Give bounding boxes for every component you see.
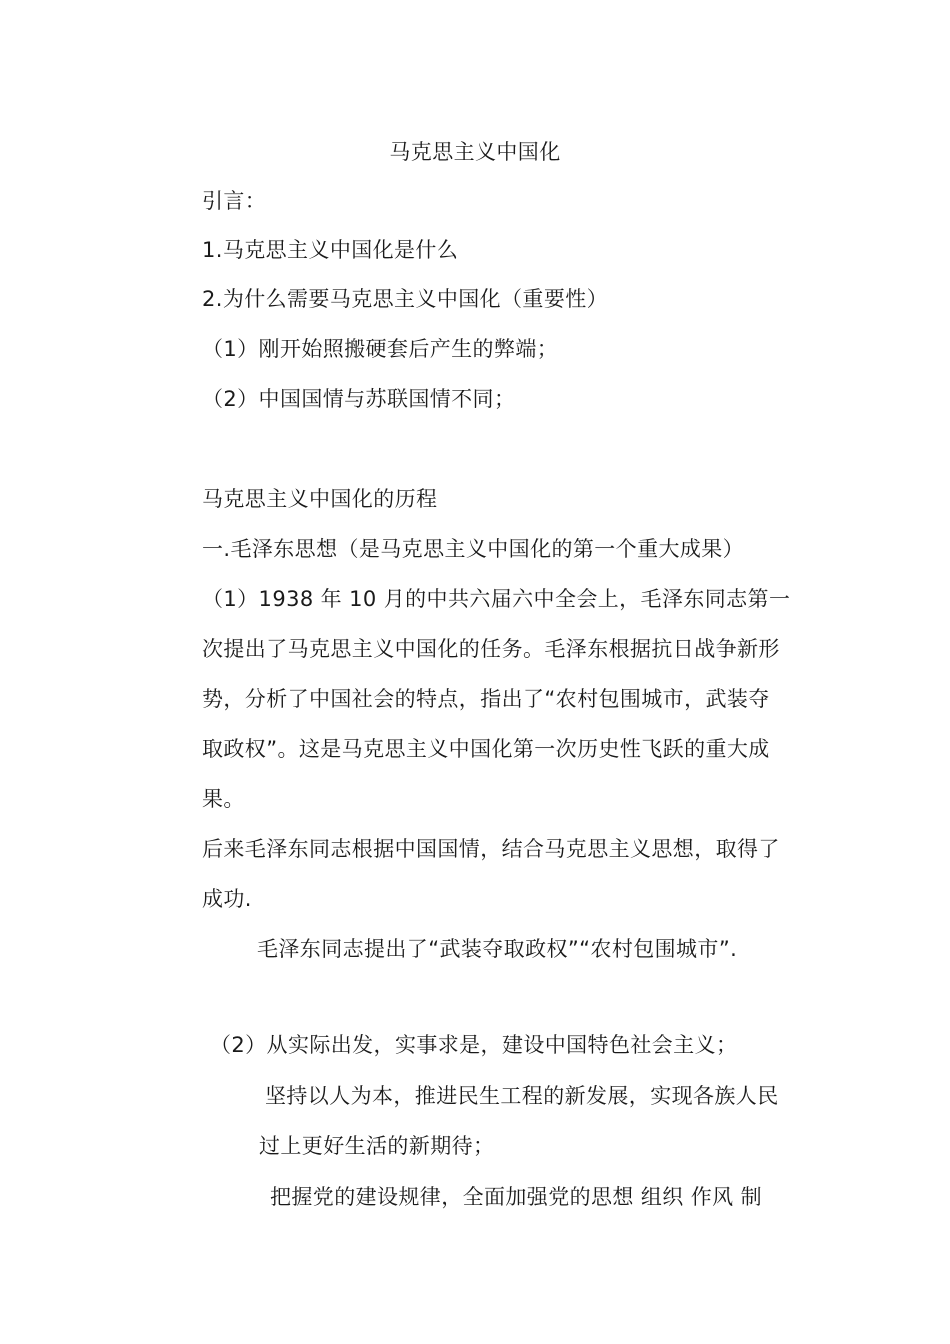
intro-heading: 引言： <box>202 189 267 213</box>
section1-para1-line-5: 果。 <box>202 787 245 811</box>
section1-para1-line-2: 次提出了马克思主义中国化的任务。毛泽东根据抗日战争新形 <box>202 637 780 661</box>
intro-point-2: 2.为什么需要马克思主义中国化（重要性） <box>202 287 609 311</box>
intro-sub-2: （2）中国国情与苏联国情不同； <box>202 387 516 411</box>
intro-point-1: 1.马克思主义中国化是什么 <box>202 238 459 262</box>
section2-heading: （2）从实际出发，实事求是，建设中国特色社会主义； <box>210 1033 738 1057</box>
intro-sub-1: （1）刚开始照搬硬套后产生的弊端； <box>202 337 559 361</box>
section1-para2-line-2: 成功. <box>202 887 252 911</box>
section1-heading: 一.毛泽东思想（是马克思主义中国化的第一个重大成果） <box>202 537 745 561</box>
section1-para1-line-4: 取政权”。这是马克思主义中国化第一次历史性飞跃的重大成 <box>202 737 770 761</box>
section1-para1-line-3: 势，分析了中国社会的特点，指出了“农村包围城市，武装夺 <box>202 687 770 711</box>
section2-item1-line-2: 过上更好生活的新期待； <box>259 1134 495 1158</box>
history-heading: 马克思主义中国化的历程 <box>202 487 438 511</box>
section2-item1-line-1: 坚持以人为本，推进民生工程的新发展，实现各族人民 <box>265 1084 779 1108</box>
section1-para3: 毛泽东同志提出了“武装夺取政权”“农村包围城市”. <box>257 937 738 961</box>
section1-para1-line-1: （1）1938 年 10 月的中共六届六中全会上，毛泽东同志第一 <box>202 587 791 611</box>
section2-item2: 把握党的建设规律，全面加强党的思想 组织 作风 制 <box>270 1185 763 1209</box>
document-title: 马克思主义中国化 <box>389 140 561 164</box>
section1-para2-line-1: 后来毛泽东同志根据中国国情，结合马克思主义思想，取得了 <box>202 837 780 861</box>
